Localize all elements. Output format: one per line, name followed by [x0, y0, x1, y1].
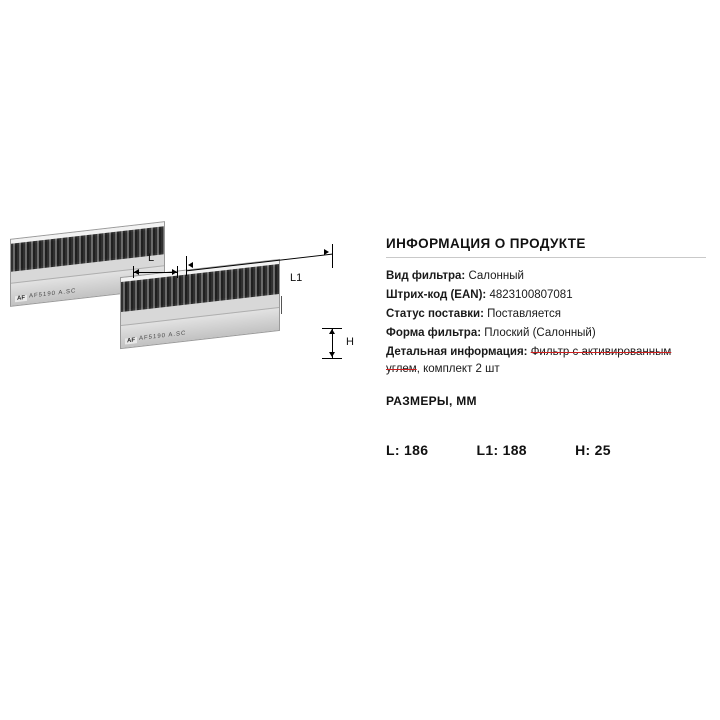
spec-label: Форма фильтра: — [386, 327, 482, 339]
dimension-label-H: H — [346, 336, 354, 348]
spec-value: Салонный — [468, 270, 524, 282]
product-illustration — [0, 200, 372, 420]
dimension-label-L: L — [148, 252, 155, 264]
dimension-tick-L1-right — [332, 244, 333, 268]
size-L — [386, 442, 450, 458]
product-code-back: AF5190 A.SC — [29, 288, 77, 300]
brand-logo-front: AF — [127, 337, 135, 345]
size-L-value: 186 — [404, 442, 429, 458]
spec-value-tail: , комплект 2 шт — [416, 363, 500, 375]
spec-value: Поставляется — [487, 308, 561, 320]
leader-line — [281, 296, 282, 314]
size-L1 — [477, 442, 549, 458]
dimension-arrow-L1-right — [324, 249, 329, 255]
size-L1-label: L1: — [476, 442, 499, 458]
dimension-arrow-L1-left — [188, 262, 193, 268]
spec-detailed-info — [386, 344, 706, 378]
sizes-values — [386, 442, 706, 458]
spec-ean — [386, 287, 706, 304]
size-H-label: H: — [575, 442, 591, 458]
spec-value-struck: Фильтр с активированным углем — [386, 346, 672, 375]
product-info-panel — [386, 236, 706, 458]
spec-label: Штрих-код (EAN): — [386, 289, 487, 301]
spec-filter-shape — [386, 325, 706, 342]
brand-logo-back: AF — [17, 295, 25, 303]
page-title: ИНФОРМАЦИЯ О ПРОДУКТЕ — [386, 236, 586, 251]
dimension-arrow-H-down — [329, 352, 335, 357]
dimension-tick-H-bottom — [322, 358, 342, 359]
dimension-arrow-L-left — [134, 269, 139, 275]
dimension-label-L1: L1 — [290, 272, 303, 284]
spec-supply-status — [386, 306, 706, 323]
dimension-arrow-L-right — [172, 269, 177, 275]
dimension-tick-L-right — [177, 266, 178, 278]
spec-label: Вид фильтра: — [386, 270, 466, 282]
size-L-label: L: — [386, 442, 400, 458]
product-code-front: AF5190 A.SC — [139, 330, 187, 342]
spec-value: Плоский (Салонный) — [484, 327, 596, 339]
spec-filter-type — [386, 268, 706, 285]
spec-label: Детальная информация: — [386, 346, 528, 358]
filter-frame-bottom — [121, 307, 279, 348]
size-H-value: 25 — [594, 442, 611, 458]
spec-value: 4823100807081 — [489, 289, 573, 301]
dimension-tick-L1-left — [186, 256, 187, 276]
dimension-arrow-H-up — [329, 329, 335, 334]
spec-label: Статус поставки: — [386, 308, 484, 320]
title-divider — [386, 257, 706, 258]
sizes-section-title: РАЗМЕРЫ, ММ — [386, 394, 477, 408]
dimension-line-L — [133, 272, 177, 273]
size-H — [575, 442, 633, 458]
size-L1-value: 188 — [502, 442, 527, 458]
